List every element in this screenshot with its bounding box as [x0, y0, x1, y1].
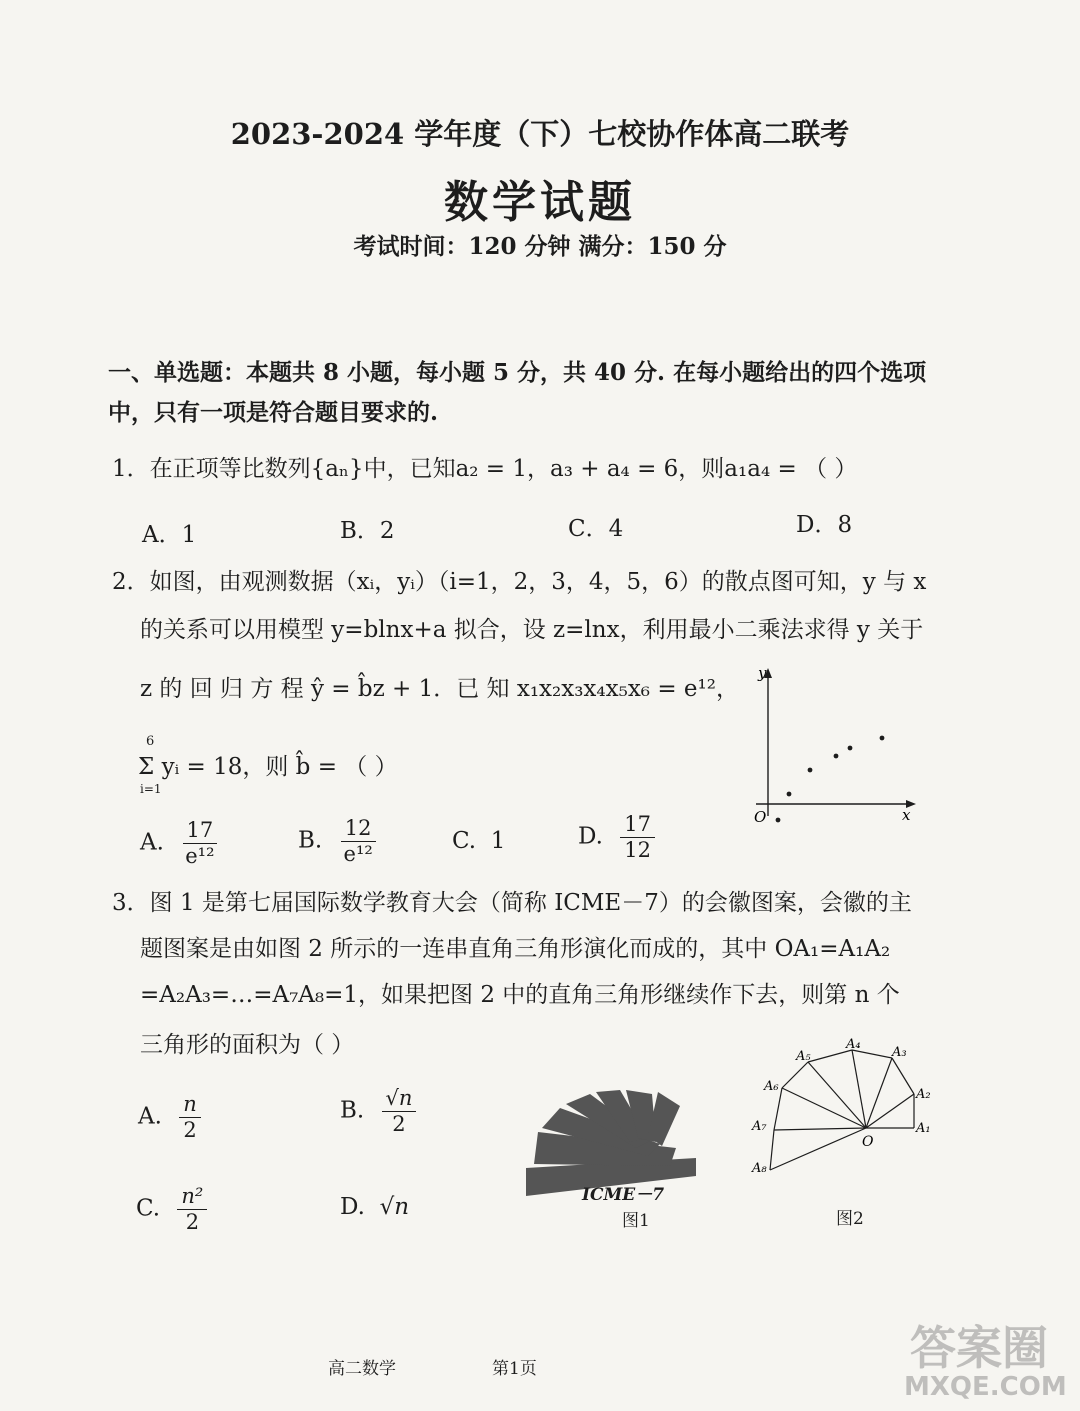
- triangle-spiral-figure: [746, 1036, 946, 1186]
- data-point: [808, 768, 813, 773]
- sum-upper-limit: 6: [146, 734, 155, 749]
- data-point: [880, 736, 885, 741]
- emblem-triangle: [648, 1092, 680, 1146]
- point-label: A₇: [752, 1119, 767, 1134]
- exam-header: 2023-2024 学年度（下）七校协作体高二联考: [230, 117, 850, 151]
- data-point: [834, 754, 839, 759]
- watermark-site: MXQE.COM: [904, 1372, 1067, 1402]
- figure-1-caption: 图1: [622, 1211, 650, 1231]
- question-3-option-a: A. $\frac{n}{2}$: [138, 1092, 201, 1143]
- question-2-option-a: A. $\frac{17}{\text{e¹²}}$: [140, 818, 219, 869]
- point-label: A₄: [846, 1037, 861, 1052]
- footer-subject: 高二数学: [328, 1359, 396, 1379]
- point-label: A₂: [916, 1087, 931, 1102]
- footer-page-number: 第1页: [492, 1359, 537, 1379]
- question-2-line2: 的关系可以用模型 y=blnx+a 拟合，设 z=lnx，利用最小二乘法求得 y 关于: [140, 617, 924, 643]
- watermark-brand: 答案圈: [910, 1321, 1048, 1375]
- point-label: A₃: [892, 1045, 907, 1060]
- point-label: A₅: [796, 1049, 811, 1064]
- question-2-line3: z 的 回 归 方 程 ŷ = b̂z + 1．已 知 x₁x₂x₃x₄x₅x₆ = e¹²，: [140, 676, 739, 702]
- data-point: [776, 818, 781, 823]
- question-2-line4: Σ yᵢ = 18，则 b̂ = （ ）: [138, 754, 398, 780]
- question-1-option-d: D．8: [796, 512, 853, 538]
- question-3-line2: 题图案是由如图 2 所示的一连串直角三角形演化而成的，其中 OA₁=A₁A₂: [140, 936, 891, 962]
- point-label: A₆: [764, 1079, 779, 1094]
- question-1-option-b: B．2: [340, 518, 395, 544]
- x-axis-label: x: [902, 806, 911, 824]
- exam-info: 考试时间：120 分钟 满分：150 分: [353, 233, 727, 260]
- scatter-plot: [740, 658, 930, 833]
- question-2-option-c: C. 1: [452, 828, 506, 854]
- figure-2-caption: 图2: [836, 1209, 864, 1229]
- point-label: A₁: [916, 1121, 931, 1136]
- section-heading-line1: 一、单选题：本题共 8 小题，每小题 5 分，共 40 分. 在每小题给出的四个选项: [108, 359, 927, 386]
- question-2-option-b: B. $\frac{12}{\text{e¹²}}$: [298, 816, 377, 867]
- question-1-stem: 1．在正项等比数列{aₙ}中，已知a₂ = 1，a₃ + a₄ = 6，则a₁a₄ = （ ）: [112, 456, 858, 482]
- question-2-line1: 2．如图，由观测数据（xᵢ，yᵢ）（i=1，2，3，4，5，6）的散点图可知，y 与 x: [112, 569, 927, 595]
- question-3-line3: =A₂A₃=…=A₇A₈=1，如果把图 2 中的直角三角形继续作下去，则第 n 个: [140, 982, 900, 1008]
- page-title: 数学试题: [444, 177, 636, 228]
- origin-label: O: [754, 808, 767, 826]
- question-1-option-c: C．4: [568, 516, 624, 542]
- data-point: [787, 792, 792, 797]
- emblem-text: ICME－7: [582, 1185, 665, 1205]
- center-label: O: [862, 1134, 874, 1150]
- question-3-option-c: C. $\frac{\text{n²}}{2}$: [136, 1184, 207, 1235]
- y-axis-label: y: [758, 664, 767, 682]
- point-label: A₈: [752, 1161, 767, 1176]
- sum-lower-limit: i=1: [140, 782, 162, 796]
- section-heading-line2: 中，只有一项是符合题目要求的.: [108, 399, 439, 426]
- question-1-option-a: A．1: [142, 522, 197, 548]
- data-point: [848, 746, 853, 751]
- question-3-option-d: D. √n: [340, 1194, 410, 1220]
- question-2-option-d: D. $\frac{17}{12}$: [578, 812, 655, 863]
- question-3-line4: 三角形的面积为（ ）: [140, 1032, 355, 1058]
- question-3-option-b: B. $\frac{√n}{2}$: [340, 1086, 416, 1137]
- question-3-line1: 3．图 1 是第七届国际数学教育大会（简称 ICME－7）的会徽图案，会徽的主: [112, 890, 912, 916]
